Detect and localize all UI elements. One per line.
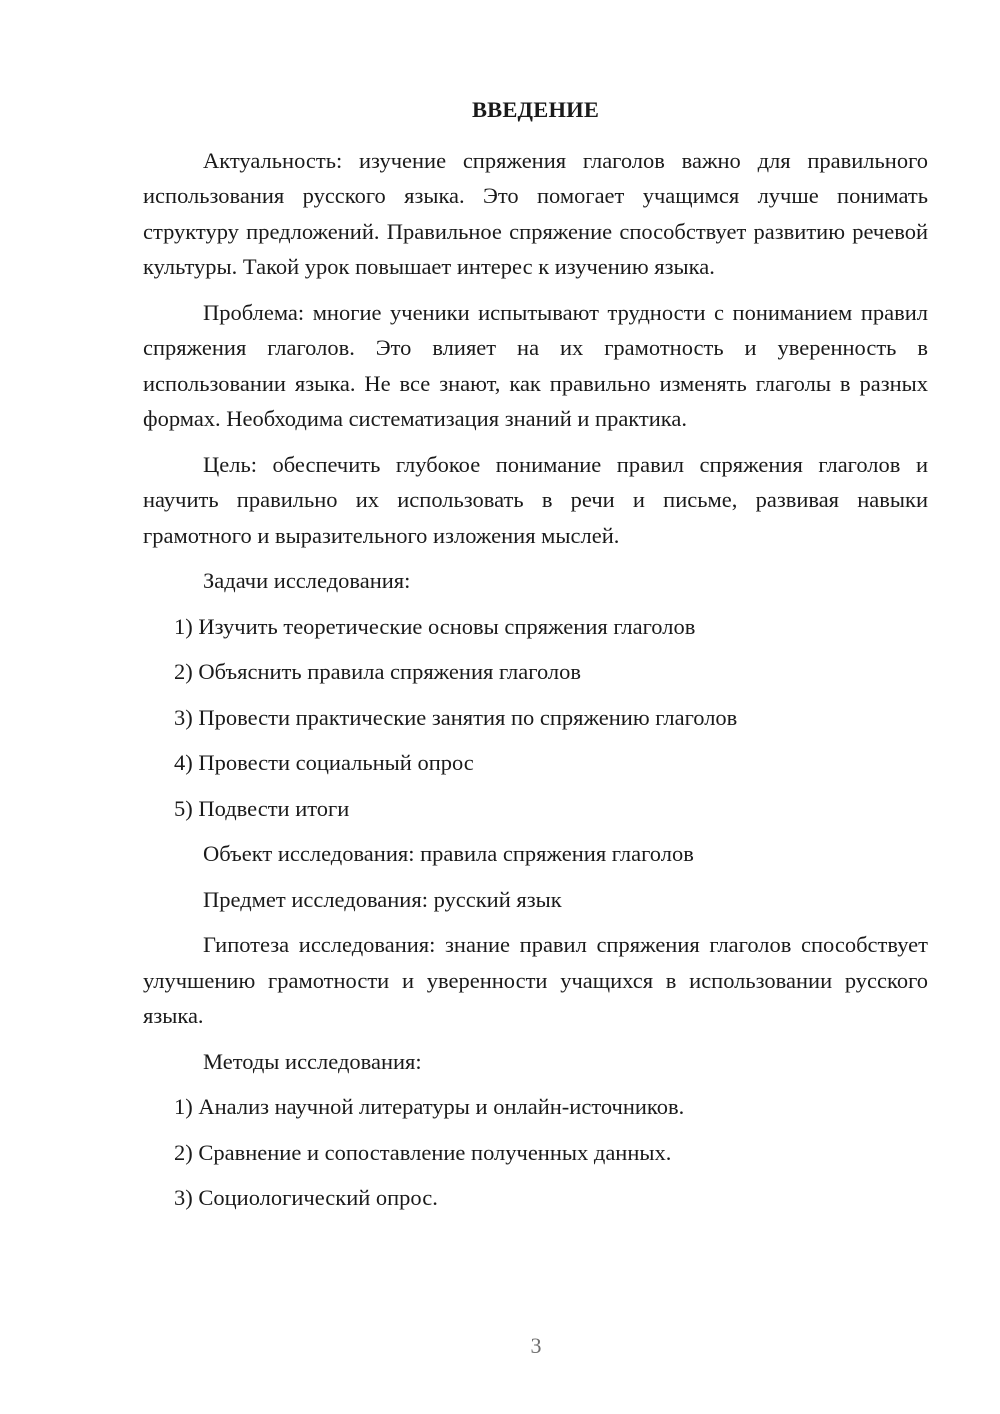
task-item-2: 2) Объяснить правила спряжения глаголов bbox=[174, 659, 581, 684]
hypothesis-paragraph: Гипотеза исследования: знание правил спряжения глаголов способствует улучшению грамотности и уверенности учащихся в использовании русского языка. bbox=[143, 932, 928, 1028]
task-item-3: 3) Провести практические занятия по спряжению глаголов bbox=[174, 704, 738, 730]
method-item-3: 3) Социологический опрос. bbox=[174, 1185, 438, 1210]
page-number: 3 bbox=[530, 1333, 542, 1358]
methods-title: Методы исследования: bbox=[203, 1048, 422, 1074]
task-item-5: 5) Подвести итоги bbox=[174, 795, 350, 821]
tasks-title: Задачи исследования: bbox=[203, 568, 411, 593]
research-object: Объект исследования: правила спряжения глаголов bbox=[203, 841, 694, 866]
actuality-paragraph: Актуальность: изучение спряжения глаголов важно для правильного использования русского языка. Это помогает учащимся лучше понимать структуру предложений. Правильное спряжение способствует развитию речевой культуры. Такой урок повышает интерес к изучению языка. bbox=[143, 147, 928, 279]
problem-paragraph: Проблема: многие ученики испытывают трудности с пониманием правил спряжения глаголов. Это влияет на их грамотность и уверенность в использовании языка. Не все знают, как правильно изменять глаголы в разных формах. Необходима систематизация знаний и практика. bbox=[143, 299, 928, 431]
page-content bbox=[143, 92, 928, 1226]
research-subject: Предмет исследования: русский язык bbox=[203, 886, 562, 912]
task-item-1: 1) Изучить теоретические основы спряжения глаголов bbox=[174, 613, 696, 639]
goal-paragraph: Цель: обеспечить глубокое понимание правил спряжения глаголов и научить правильно их использовать в речи и письме, развивая навыки грамотного и выразительного изложения мыслей. bbox=[143, 451, 928, 548]
method-item-2: 2) Сравнение и сопоставление полученных данных. bbox=[174, 1139, 672, 1165]
method-item-1: 1) Анализ научной литературы и онлайн-источников. bbox=[174, 1094, 685, 1119]
task-item-4: 4) Провести социальный опрос bbox=[174, 750, 474, 775]
section-heading: ВВЕДЕНИЕ bbox=[471, 97, 600, 122]
